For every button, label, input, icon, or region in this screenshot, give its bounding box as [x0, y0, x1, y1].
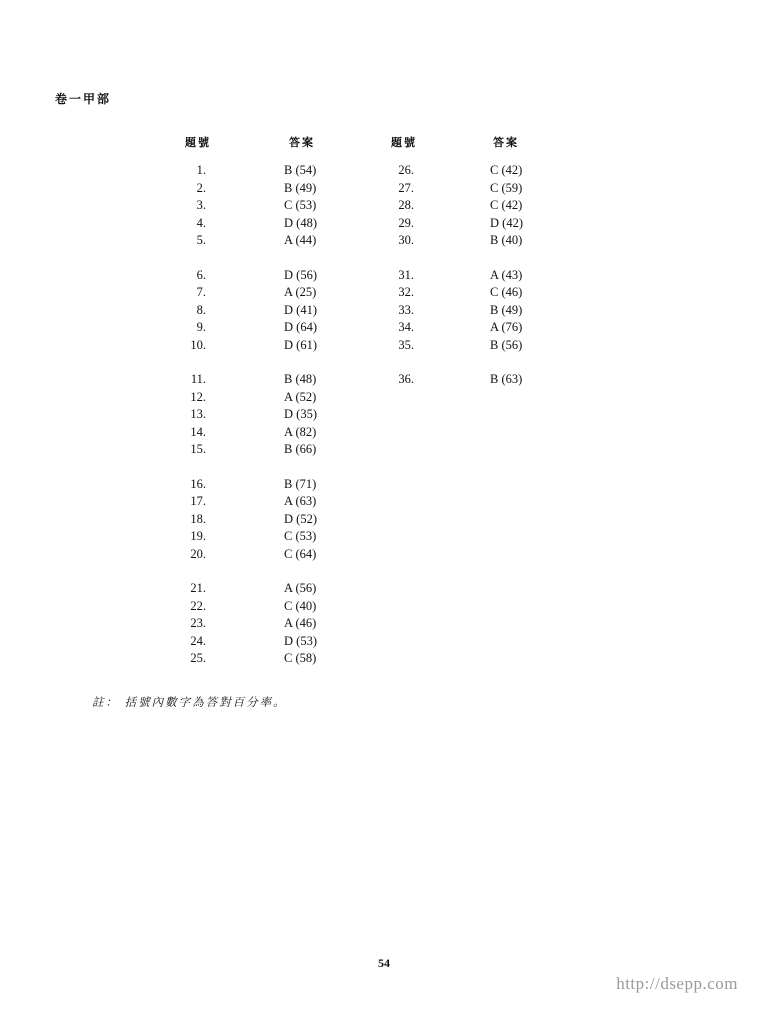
question-number: 17. — [190, 494, 206, 508]
question-number: 18. — [190, 511, 206, 526]
answer-value: B (49) — [284, 180, 317, 195]
question-number: 9. — [196, 320, 206, 334]
answer-value: D (64) — [284, 320, 317, 334]
answer-value: B (54) — [284, 163, 317, 177]
answer-value: A (56) — [284, 581, 317, 595]
question-number: 2. — [196, 180, 206, 195]
question-number: 3. — [196, 198, 206, 212]
question-number: 7. — [196, 285, 206, 299]
answer-value: B (48) — [284, 372, 317, 386]
answer-value: D (48) — [284, 215, 317, 230]
answer-value: B (66) — [284, 442, 317, 456]
question-number: 23. — [190, 616, 206, 630]
question-number: 5. — [196, 233, 206, 247]
question-number: 12. — [190, 389, 206, 404]
answer-value: C (42) — [490, 163, 523, 177]
answer-value: C (58) — [284, 651, 317, 665]
answer-column-2 — [490, 162, 550, 389]
question-number: 33. — [398, 302, 414, 317]
question-number: 20. — [190, 546, 206, 561]
question-number: 1. — [196, 163, 206, 177]
answer-value: D (56) — [284, 267, 317, 282]
question-number: 28. — [398, 198, 414, 212]
answer-value: D (61) — [284, 337, 317, 352]
answer-value: A (44) — [284, 233, 317, 247]
answer-column-1 — [284, 162, 344, 668]
section-title: 卷一甲部 — [55, 92, 112, 106]
header-question-no-2: 題號 — [391, 136, 417, 149]
question-number: 11. — [190, 372, 206, 386]
question-number: 15. — [190, 442, 206, 456]
answer-value: C (64) — [284, 546, 317, 561]
answer-value: B (56) — [490, 337, 523, 352]
answer-value: A (82) — [284, 424, 317, 439]
header-answer-2: 答案 — [493, 136, 519, 149]
question-number: 13. — [190, 407, 206, 421]
answer-value: A (63) — [284, 494, 317, 508]
answer-value: B (40) — [490, 233, 523, 247]
answer-value: C (53) — [284, 198, 317, 212]
question-number: 36. — [398, 372, 414, 386]
footnote: 註： 括號內數字為答對百分率。 — [92, 695, 287, 709]
question-number: 19. — [190, 529, 206, 543]
answer-value: D (52) — [284, 511, 317, 526]
question-number: 22. — [190, 598, 206, 613]
question-number: 25. — [190, 651, 206, 665]
answer-value: A (25) — [284, 285, 317, 299]
answer-value: C (59) — [490, 180, 523, 195]
question-number: 29. — [398, 215, 414, 230]
question-number: 32. — [398, 285, 414, 299]
question-number: 8. — [196, 302, 206, 317]
question-number: 16. — [190, 476, 206, 491]
answer-value: A (43) — [490, 267, 523, 282]
answer-value: D (41) — [284, 302, 317, 317]
question-number: 27. — [398, 180, 414, 195]
page-number: 54 — [378, 956, 390, 970]
answer-value: C (46) — [490, 285, 523, 299]
question-number-column-1 — [160, 162, 206, 668]
answer-value: A (52) — [284, 389, 317, 404]
watermark: http://dsepp.com — [616, 974, 738, 993]
question-number: 35. — [398, 337, 414, 352]
question-number: 21. — [190, 581, 206, 595]
question-number: 4. — [196, 215, 206, 230]
answer-value: D (35) — [284, 407, 317, 421]
question-number: 34. — [398, 320, 414, 334]
answer-value: A (46) — [284, 616, 317, 630]
question-number: 6. — [196, 267, 206, 282]
answer-value: C (40) — [284, 598, 317, 613]
answer-value: D (53) — [284, 633, 317, 648]
question-number: 31. — [398, 267, 414, 282]
question-number: 30. — [398, 233, 414, 247]
answer-value: D (42) — [490, 215, 523, 230]
question-number: 26. — [398, 163, 414, 177]
header-answer-1: 答案 — [289, 136, 315, 149]
answer-value: B (71) — [284, 476, 317, 491]
answer-value: B (49) — [490, 302, 523, 317]
answer-value: C (53) — [284, 529, 317, 543]
answer-value: A (76) — [490, 320, 523, 334]
answer-value: B (63) — [490, 372, 523, 386]
question-number-column-2 — [368, 162, 414, 389]
question-number: 10. — [190, 337, 206, 352]
answer-value: C (42) — [490, 198, 523, 212]
question-number: 14. — [190, 424, 206, 439]
header-question-no-1: 題號 — [185, 136, 211, 149]
question-number: 24. — [190, 633, 206, 648]
